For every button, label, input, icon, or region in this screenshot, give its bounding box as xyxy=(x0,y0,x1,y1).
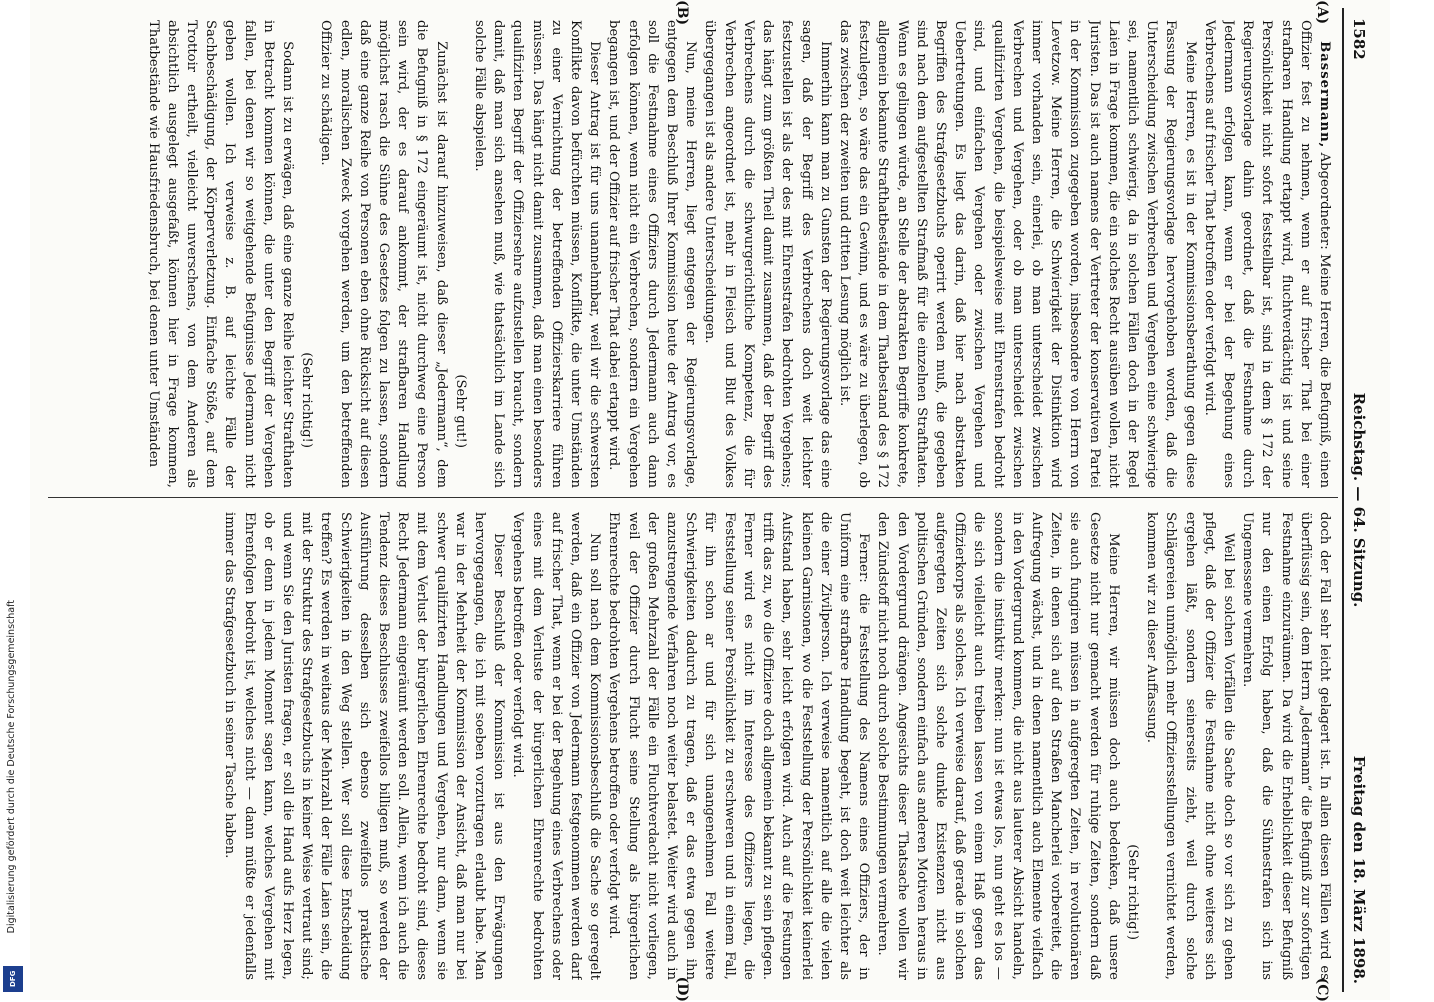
interjection: (Sehr richtig!) xyxy=(299,352,315,448)
margin-letter-d: (D) xyxy=(674,976,690,1002)
margin-letter-b: (B) xyxy=(674,0,690,26)
digitization-credit: Digitalisierung gefördert durch die Deutsche Forschungsgemeinschaft xyxy=(6,600,17,934)
running-title: Reichstag. — 64. Sitzung. xyxy=(1350,392,1368,608)
right-column xyxy=(54,512,1334,980)
margin-letter-a: (A) xyxy=(1314,0,1330,25)
paragraph: Zunächst ist darauf hinzuweisen, daß dieser „Jedermann“, dem die Befugniß in § 172 eingeräumt ist, nicht durchweg eine Person sein wird, der es darauf ankommt, der strafbaren Handlung möglichst rasch die Sühne des Gesetzes folgen zu lassen, sondern daß eine ganze Reihe von Personen eben ohne Rücksicht auf diesen edlen, moralischen Zweck vorgehen werden, um den betreffenden Offizier zu schädigen. xyxy=(318,20,449,488)
paragraph-text: Abgeordneter: Meine Herren, die Befugniß, einen Offizier fest zu nehmen, wenn er auf frischer That bei einer strafbaren Handlung ertappt wird, fluchtverdächtig ist und seine Persönlichkeit nicht sofort feststellbar ist, sind in dem § 172 der Regierungsvorlage dahin geordnet, daß die Festnahme durch Jedermann erfolgen kann, wenn er bei der Begehung eines Verbrechens auf frischer That betroffen oder verfolgt wird. xyxy=(1201,20,1332,488)
interjection: (Sehr richtig!) xyxy=(1124,844,1140,940)
paragraph: Weil bei solchen Vorfällen die Sache doch so vor sich zu gehen pflegt, daß der Offizier die Festnahme nicht ohne weiteres sich ergehen läßt, sondern seinerseits zieht, weil durch solche Schlägereien unmöglich mehr Offiziersstellungen vernichtet werden, kommen wir zu dieser Auffassung. xyxy=(1144,512,1236,980)
margin-letter-c: (C) xyxy=(1314,977,1330,1002)
running-head xyxy=(1344,8,1370,992)
paragraph: Ferner: die Feststellung des Namens eines Offiziers, der in Uniform eine strafbare Handlung begeht, ist doch weit leichter als die einer Zivilperson. Ich verweise namentlich auf alle die vielen kleinen Garnisonen, wo die Feststellung der Persönlichkeit keinerlei Aufstand haben, sehr leicht erfolgen wird. Auch auf die Festungen trifft das zu, wo die Offiziere doch allgemein bekannt zu sein pflegen. Ferner wird es nicht im Interesse des Offiziers liegen, die Feststellung seiner Persönlichkeit zu erschweren und in einem Fall, für ihn schon ar und für sich unangenehmen Fall weitere Schwierigkeiten dadurch zu tragen, daß er das etwa gegen ihn anzustrengende Verfahren noch weiter belastet. Weiter wird auch in der großen Mehrzahl der Fälle ein Fluchtverdacht nicht vorliegen, weil der Offizier durch Flucht seine Stellung als bürgerlichen Ehrenrechte bedrohten Vergehens betroffen oder verfolgt wird. xyxy=(606,512,872,980)
speaker-name: Bassermann, xyxy=(1317,41,1332,149)
paragraph xyxy=(1200,20,1334,488)
paragraph: Nun soll nach dem Kommissionsbeschluß die Sache so geregelt werden, daß ein Offizier von Jedermann festgenommen werden darf auf frischer That, wenn er bei der Begehung eines Verbrechens oder eines mit dem Verluste der bürgerlichen Ehrenrechte bedrohten Vergehens betroffen oder verfolgt wird. xyxy=(510,512,603,980)
paragraph: doch der Fall sehr leicht gelagert ist. In allen diesen Fällen wird es überflüssig sein, dem Herrn „Jedermann“ die Befugniß zur sofortigen Festnahme einzuräumen. Da wird die Erheblichkeit dieser Befugniß nur den einen Erfolg haben, daß die Sühnestrafen sich ins Ungemessene vermehren. xyxy=(1240,512,1332,980)
paragraph: Dieser Beschluß der Kommission ist aus den Erwägungen hervorgegangen, die ich mit soeben vorzutragen erlaubt habe. Man war in der Mehrheit der Kommission der Ansicht, daß man nur bei schwer qualifizirten Handlungen und Vergehen, nur dann, wenn sie mit dem Verlust der bürgerlichen Ehrenrechte bedroht sind, dieses Recht Jedermann eingeräumt werden soll. Allein, wenn ich auch die Tendenz dieses Beschlusses zweifellos billigen muß, so werden der Ausführung desselben sich ebenso zweifellos praktische Schwierigkeiten in den Weg stellen. Wer soll diese Entscheidung treffen? Es werden in weitaus der Mehrzahl der Fälle Laien sein, die mit der Struktur des Strafgesetzbuchs in keiner Weise vertraut sind; und wenn Sie den Juristen fragen, er soll die Hand aufs Herz legen, ob er denn in jedem Moment sagen kann, welches Vergehen mit Ehrenfolgen bedroht ist, welches nicht — dann müßte er jedenfalls immer das Strafgesetzbuch in seiner Tasche haben. xyxy=(222,512,507,980)
dfg-logo: DFG xyxy=(3,966,23,992)
header-rule xyxy=(1342,8,1344,992)
left-column xyxy=(54,20,1334,488)
paragraph: Meine Herren, es ist in der Kommissionsberathung gegen diese Fassung der Regierungsvorlage hervorgehoben worden, daß die Unterscheidung zwischen Verbrechen und Vergehen eine schwierige sei, namentlich schwierig, da in solchen Fällen doch in der Regel Laien in Frage kommen, die ein solches Recht ausüben wollen, nicht Juristen. Das ist auch namens der Vertreter der konservativen Partei in der Kommission zugegeben worden, insbesondere von Herrn von Levetzow. Meine Herren, die Schwierigkeit der Distinktion wird immer vorhanden sein, einerlei, ob man unterscheidet zwischen Verbrechen und Vergehen, oder ob man unterscheidet zwischen qualifizirten Vergehen, die beispielsweise mit Ehrenstrafen bedroht sind, und einfachen Vergehen oder zwischen Vergehen und Uebertretungen. Es liegt das darin, daß hier nach abstrakten Begriffen des Strafgesetzbuchs operirt werden muß, die gegeben sind nach dem aufgestellten Strafmaß für die einzelnen Strafthaten. Wenn es gelingen würde, an Stelle der abstrakten Begriffe konkrete, allgemein bekannte Strafthatbestände in dem Thatbestand des § 172 festzulegen, so wäre das ein Gewinn, und es wäre zu überlegen, ob das zwischen der zweiten und dritten Lesung möglich ist. xyxy=(836,20,1198,488)
interjection: (Sehr gut!) xyxy=(452,374,468,448)
scanned-page xyxy=(30,0,1390,1000)
session-date: Freitag den 18. März 1898. xyxy=(1350,755,1368,984)
paragraph: Nun, meine Herren, liegt entgegen der Regierungsvorlage, entgegen dem Beschluß Ihrer Kommission heute der Antrag vor, es soll die Festnahme eines Offiziers durch Jedermann auch dann erfolgen können, wenn nicht ein Verbrechen, sondern ein Vergehen begangen ist, und der Offizier auf frischer That dabei ertappt wird. xyxy=(606,20,699,488)
page-number: 1582 xyxy=(1350,18,1368,60)
paragraph: Immerhin kann man zu Gunsten der Regierungsvorlage das eine sagen, daß der Begriff des Verbrechens doch weit leichter festzustellen ist als der des mit Ehrenstrafen bedrohten Vergehens; das hängt zum größten Theil damit zusammen, daß der Begriff des Verbrechens durch die schwurgerichtliche Kompetenz, die für Verbrechen angeordnet ist, mehr in Fleisch und Blut des Volkes übergegangen ist als andere Unterscheidungen. xyxy=(702,20,833,488)
column-divider xyxy=(48,497,1338,498)
paragraph: Sodann ist zu erwägen, daß eine ganze Reihe leichter Strafthaten in Betracht kommen können, die unter den Begriff der Vergehen fallen, bei denen wir so weitgehende Befugnisse Jedermann nicht geben wollen. Ich verweise z. B. auf leichte Fälle der Sachbeschädigung, der Körperverletzung. Einfache Stöße, auf dem Trottoir ertheilt, vielleicht unverschens, von dem Anderen als absichtlich ausgelegt ausgefaßt, können hier in Frage kommen, Thatbestände wie Hausfriedensbruch, bei denen unter Umständen xyxy=(145,20,296,488)
paragraph: Dieser Antrag ist für uns unannehmbar, weil wir die schwersten Konflikte davon befürchten müssen, Konflikte, die unter Umständen zu einer Vernichtung der betreffenden Offizierskarriere führen müssen. Das hängt nicht damit zusammen, daß man einen besonders qualifizirten Begriff der Offiziersehre aufzustellen braucht, sondern damit, daß man sich ansehen muß, wie thatsächlich im Lande sich solche Fälle abspielen. xyxy=(472,20,603,488)
paragraph: Meine Herren, wir müssen doch auch bedenken, daß unsere Gesetze nicht nur gemacht werden für ruhige Zeiten, sondern daß sie auch fungiren müssen in aufgeregten Zeiten, in revolutionären Zeiten, in denen sich auf den Straßen Mancherlei vorbereitet, die Aufregung wächst, und in denen namentlich auch Elemente vielfach in den Vordergrund kommen, die nicht aus lauterer Absicht handeln, sondern die instinktiv merken: nun ist etwas los, nun geht es los — die sich vielleicht auch treiben lassen von einem Haß gegen das Offizierkorps als solches. Ich verweise darauf, daß gerade in solchen aufgeregten Zeiten sich solche dunkle Existenzen nicht aus politischen Gründen, sondern einfach aus anderen Motiven heraus in den Vordergrund drängen. Angesichts dieser Thatsache wollen wir den Zündstoff nicht noch durch solche Bestimmungen vermehren. xyxy=(875,512,1121,980)
